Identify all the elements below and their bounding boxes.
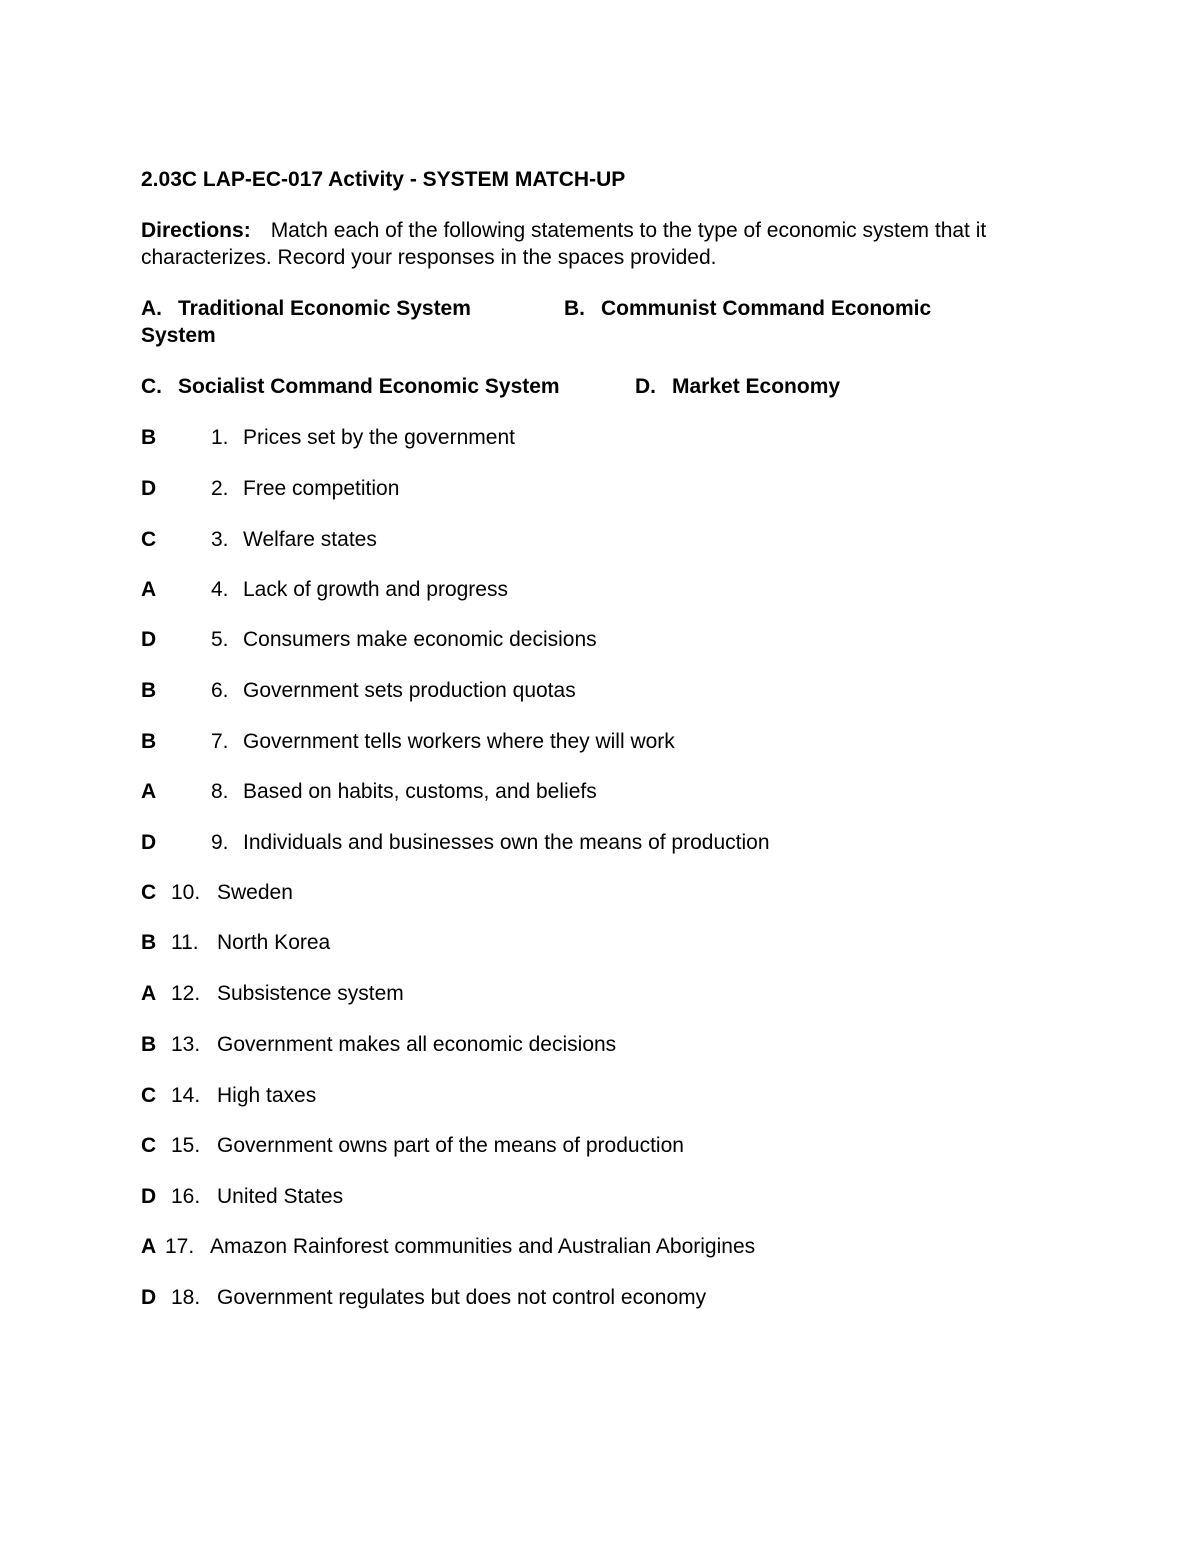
item-text: Government makes all economic decisions xyxy=(217,1033,617,1056)
item-number: 15. xyxy=(171,1134,201,1157)
answer-letter: C xyxy=(141,1084,157,1107)
item-number: 2. xyxy=(211,477,229,500)
option-letter: C. xyxy=(141,375,162,398)
option-d xyxy=(635,373,840,400)
item-number: 18. xyxy=(171,1286,201,1309)
item-text: Based on habits, customs, and beliefs xyxy=(243,780,597,803)
item-number: 3. xyxy=(211,528,229,551)
directions-paragraph xyxy=(141,217,1041,271)
answer-letter: D xyxy=(141,831,157,854)
answer-letter: D xyxy=(141,1286,157,1309)
answer-letter: B xyxy=(141,426,157,449)
answer-letter: A xyxy=(141,780,157,803)
answer-letter: B xyxy=(141,679,157,702)
item-text: North Korea xyxy=(217,931,331,954)
answer-letter: C xyxy=(141,881,157,904)
directions-label: Directions: xyxy=(141,219,251,242)
item-number: 1. xyxy=(211,426,229,449)
answer-letter: B xyxy=(141,931,157,954)
item-text: Government sets production quotas xyxy=(243,679,576,702)
option-a xyxy=(141,295,471,322)
answer-letter: A xyxy=(141,1235,157,1258)
item-text: Free competition xyxy=(243,477,400,500)
item-number: 14. xyxy=(171,1084,201,1107)
option-letter: D. xyxy=(635,375,656,398)
option-b xyxy=(564,295,931,322)
answer-letter: A xyxy=(141,578,157,601)
item-number: 4. xyxy=(211,578,229,601)
item-number: 5. xyxy=(211,628,229,651)
option-label: Socialist Command Economic System xyxy=(178,375,560,398)
option-label: Market Economy xyxy=(672,375,841,398)
answer-letter: B xyxy=(141,730,157,753)
item-text: Lack of growth and progress xyxy=(243,578,508,601)
option-letter: B. xyxy=(564,297,585,320)
directions-text: Match each of the following statements to the type of economic system that it characterizes. Record your responses in the spaces provided. xyxy=(141,219,987,269)
option-b-wrap xyxy=(141,322,216,349)
item-text: Amazon Rainforest communities and Australian Aborigines xyxy=(210,1235,756,1258)
item-number: 7. xyxy=(211,730,229,753)
item-text: Government regulates but does not control economy xyxy=(217,1286,707,1309)
item-number: 17. xyxy=(165,1235,195,1258)
item-text: Government tells workers where they will work xyxy=(243,730,675,753)
answer-letter: D xyxy=(141,477,157,500)
item-text: Prices set by the government xyxy=(243,426,515,449)
item-text: Sweden xyxy=(217,881,293,904)
item-number: 16. xyxy=(171,1185,201,1208)
item-text: Government owns part of the means of production xyxy=(217,1134,684,1157)
option-c xyxy=(141,373,560,400)
item-text: High taxes xyxy=(217,1084,317,1107)
answer-letter: D xyxy=(141,1185,157,1208)
item-text: Subsistence system xyxy=(217,982,404,1005)
item-text: United States xyxy=(217,1185,344,1208)
item-number: 11. xyxy=(171,931,199,954)
item-number: 8. xyxy=(211,780,229,803)
answer-letter: C xyxy=(141,1134,157,1157)
item-number: 10. xyxy=(171,881,201,904)
item-text: Consumers make economic decisions xyxy=(243,628,597,651)
answer-letter: B xyxy=(141,1033,157,1056)
item-text: Welfare states xyxy=(243,528,377,551)
item-number: 13. xyxy=(171,1033,201,1056)
item-number: 12. xyxy=(171,982,201,1005)
option-label-wrap: System xyxy=(141,324,216,347)
answer-letter: C xyxy=(141,528,157,551)
item-text: Individuals and businesses own the means of production xyxy=(243,831,770,854)
item-number: 9. xyxy=(211,831,229,854)
option-letter: A. xyxy=(141,297,162,320)
option-label: Communist Command Economic xyxy=(601,297,932,320)
page-title: 2.03C LAP-EC-017 Activity - SYSTEM MATCH-UP xyxy=(141,168,626,191)
answer-letter: D xyxy=(141,628,157,651)
item-number: 6. xyxy=(211,679,229,702)
option-label: Traditional Economic System xyxy=(178,297,471,320)
answer-letter: A xyxy=(141,982,157,1005)
